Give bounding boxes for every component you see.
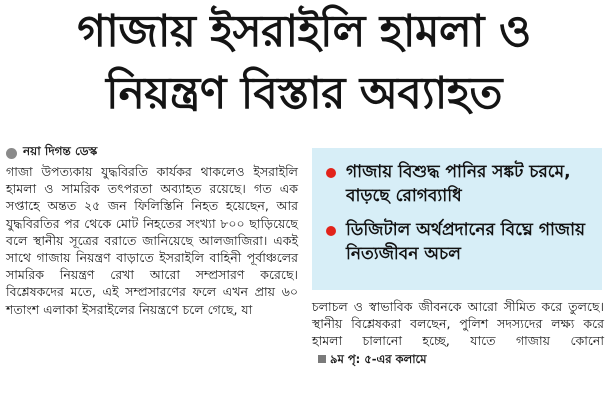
continuation-text: ৯ম পৃ: ৫-এর কলামে [330,351,427,366]
byline-text: নয়া দিগন্ত ডেস্ক [23,144,98,158]
red-bullet-icon [326,168,336,178]
continuation-square-icon [318,355,326,363]
article-body-right [312,298,604,368]
byline [6,143,97,163]
continuation-note[interactable] [312,352,427,366]
headline-line-2: নিয়ন্ত্রণ বিস্তার অব্যাহত [106,68,502,119]
highlight-item [326,160,592,208]
byline-dot-icon [6,148,17,159]
article-body-right-text: চলাচল ও স্বাভাবিক জীবনকে আরো সীমিত করে তুলছে। স্থানীয় বিশ্লেষকরা বলছেন, পুলিশ সদস্যদের লক্ষ্য করে হামলা চালানো হচ্ছে, যাতে গাজায় কোনো [312,299,604,349]
highlight-text: গাজায় বিশুদ্ধ পানির সঙ্কট চরমে, বাড়ছে রোগব্যাধি [346,162,571,206]
highlight-text: ডিজিটাল অর্থপ্রদানের বিঘ্নে গাজায় নিত্যজীবন অচল [346,220,586,264]
highlight-item [326,218,592,266]
article-body-left: গাজা উপত্যকায় যুদ্ধবিরতি কার্যকর থাকলেও ইসরাইলি হামলা ও সামরিক তৎপরতা অব্যাহত রয়েছে। গত এক সপ্তাহে অন্তত ২৫ জন ফিলিস্তিনি নিহত হয়েছেন, আর যুদ্ধবিরতির পর থেকে মোট নিহতের সংখ্যা ৮০০ ছাড়িয়েছে বলে স্থানীয় সূত্রের বরাতে জানিয়েছে আলজাজিরা। একই সাথে গাজায় নিয়ন্ত্রণ বাড়াতে ইসরাইলি বাহিনী পূর্বাঞ্চলের সামরিক নিয়ন্ত্রণ রেখা আরো সম্প্রসারণ করেছে। বিশ্লেষকদের মতে, এই সম্প্রসারণের ফলে এখন প্রায় ৬০ শতাংশ এলাকা ইসরাইলের নিয়ন্ত্রণে চলে গেছে, যা [6,164,298,317]
highlight-box [312,148,602,290]
headline-line-1: গাজায় ইসরাইলি হামলা ও [77,6,531,57]
red-bullet-icon [326,226,336,236]
